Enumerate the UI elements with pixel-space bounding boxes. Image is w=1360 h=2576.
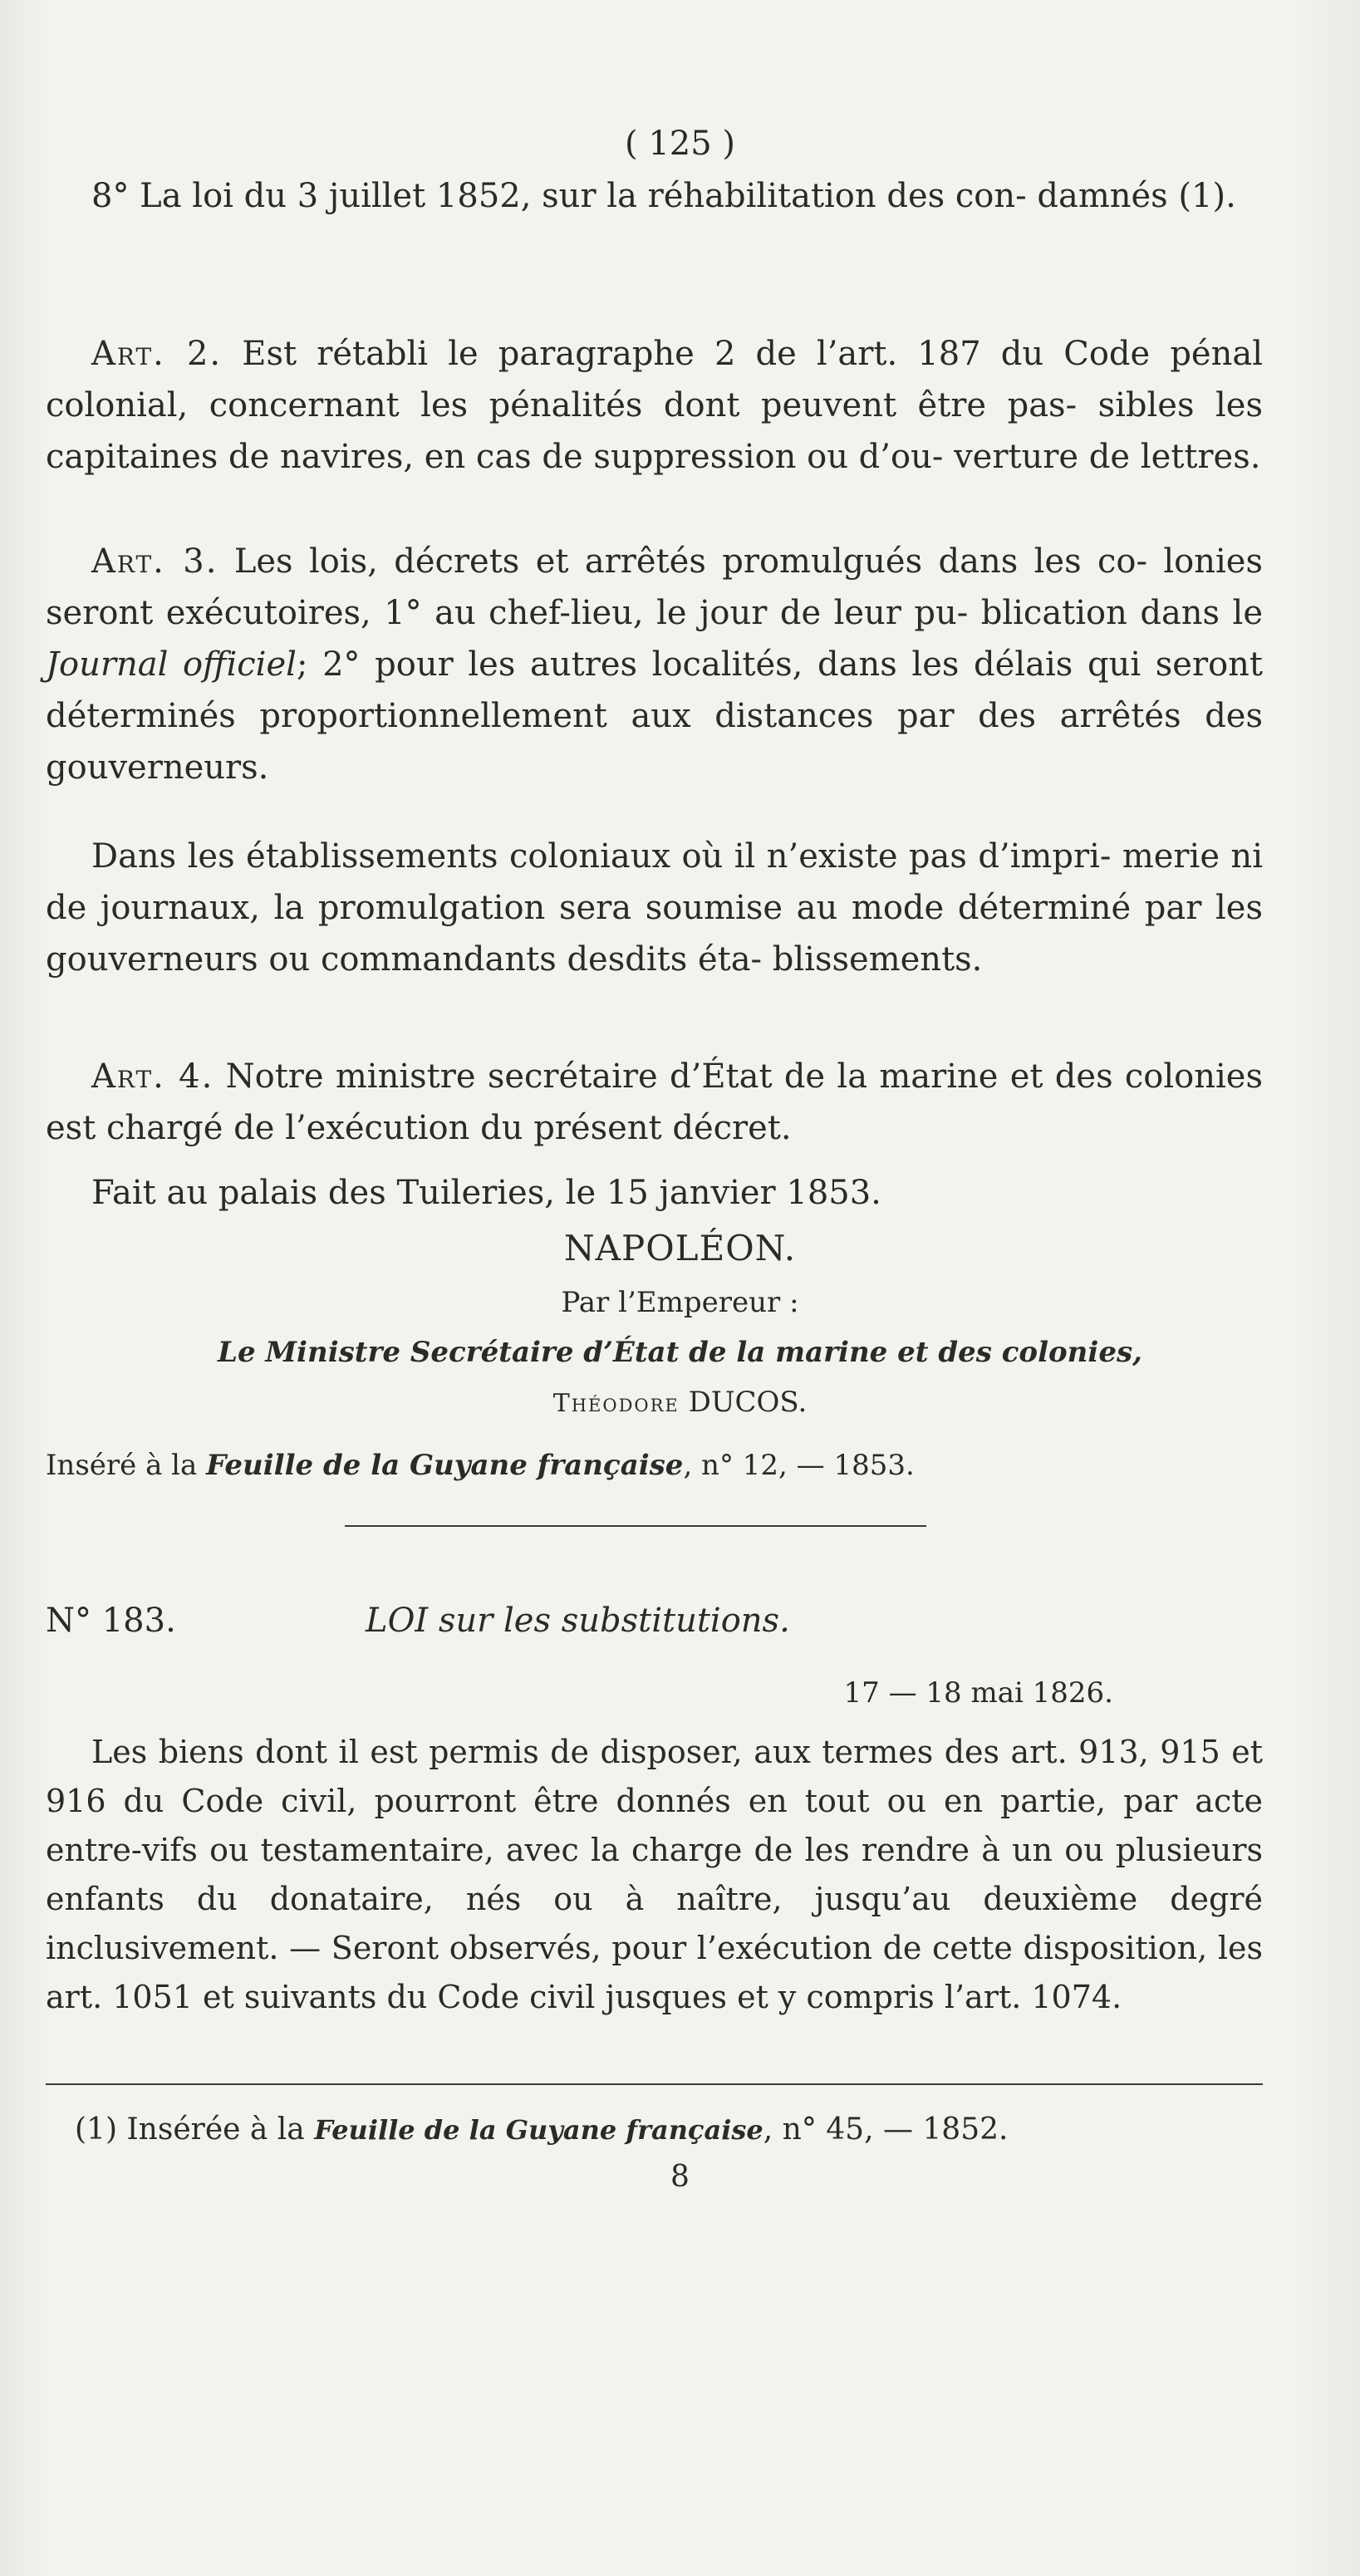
article-3-paragraph-2: Dans les établissements coloniaux où il n’existe pas d’impri- merie ni de journaux, la promulgation sera soumise au mode déterminé par les gouverneurs ou commandants desdits éta- blissements. <box>46 837 1263 979</box>
page-number: ( 125 ) <box>625 125 735 163</box>
insertion-note <box>46 1440 1263 1491</box>
article-3-journal: Journal officiel <box>46 645 297 684</box>
minister-signature <box>0 1386 1360 1419</box>
article-2-text: Est rétabli le paragraphe 2 de l’art. 187 du Code pénal colonial, concernant les pénalités dont peuvent être pas- sibles les capitaines de navires, en cas de suppression ou d’ou- verture de lettres. <box>46 335 1263 476</box>
law-title: LOI sur les substitutions. <box>366 1602 790 1640</box>
signatory-name: NAPOLÉON. <box>563 1228 797 1268</box>
article-3-label: Art. 3. <box>91 542 218 581</box>
footnote <box>75 2110 1279 2150</box>
insertion-suffix: , n° 12, — 1853. <box>683 1449 915 1482</box>
article-2-label: Art. 2. <box>91 335 223 373</box>
signature-mark: 8 <box>670 2160 690 2194</box>
signed-place-date: Fait au palais des Tuileries, le 15 janvier 1853. <box>91 1174 881 1212</box>
insertion-prefix: Inséré à la <box>46 1449 207 1482</box>
article-3 <box>46 536 1263 793</box>
article-3-text-b: ; 2° pour les autres localités, dans les délais qui seront déterminés proportionnellement aux distances par des arrêtés des gouverneurs. <box>46 645 1263 787</box>
footnote-suffix: , n° 45, — 1852. <box>763 2112 1009 2147</box>
article-4 <box>46 1051 1263 1154</box>
article-3-text-a: Les lois, décrets et arrêtés promulgués dans les co- lonies seront exécutoires, 1° au chef-lieu, le jour de leur pu- blication dans le <box>46 542 1264 632</box>
law-heading <box>46 1602 1263 1640</box>
footnote-journal: Feuille de la Guyane française <box>314 2114 763 2146</box>
insertion-journal: Feuille de la Guyane française <box>206 1449 684 1482</box>
section-divider <box>345 1525 926 1527</box>
paragraph-8: 8° La loi du 3 juillet 1852, sur la réhabilitation des con- damnés (1). <box>91 177 1236 215</box>
law-body: Les biens dont il est permis de disposer, aux termes des art. 913, 915 et 916 du Code civil, pourront être donnés en tout ou en partie, par acte entre-vifs ou testamentaire, avec la charge de les rendre à un ou plusieurs enfants du donataire, nés ou à naître, jusqu’au deuxième degré inclusivement. — Seront observés, pour l’exécution de cette disposition, les art. 1051 et suivants du Code civil jusques et y compris l’art. 1074. <box>46 1734 1263 2015</box>
by-emperor: Par l’Empereur : <box>561 1286 799 1319</box>
minister-first-name: Théodore <box>552 1389 680 1418</box>
footnote-prefix: (1) Insérée à la <box>75 2112 315 2147</box>
minister-title: Le Ministre Secrétaire d’État de la marine et des colonies, <box>218 1336 1142 1369</box>
article-4-text: Notre ministre secrétaire d’État de la marine et des colonies est chargé de l’exécution du présent décret. <box>46 1057 1263 1147</box>
law-date: 17 — 18 mai 1826. <box>843 1676 1113 1710</box>
minister-last-name: DUCOS. <box>688 1386 808 1419</box>
article-4-label: Art. 4. <box>91 1057 214 1096</box>
law-number: N° 183. <box>46 1602 176 1640</box>
article-2 <box>46 328 1263 483</box>
footnote-rule <box>46 2083 1263 2085</box>
